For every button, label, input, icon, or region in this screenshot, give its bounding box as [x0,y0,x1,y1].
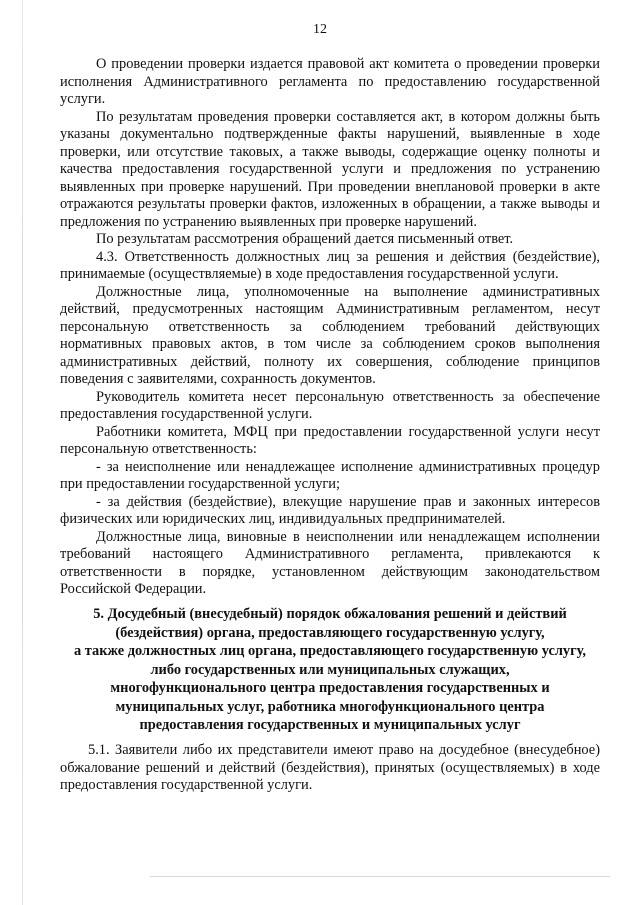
scan-edge-line [22,0,23,905]
section-heading-line: либо государственных или муниципальных служащих, [150,661,510,678]
paragraph-employees-responsibility: Работники комитета, МФЦ при предоставлении государственной услуги несут персональную ответственность: [60,423,600,457]
paragraph-inspection-act: О проведении проверки издается правовой акт комитета о проведении проверки исполнения Административного регламента по предоставлению государственной услуги. [60,56,600,107]
paragraph-written-response: По результатам рассмотрения обращений дается письменный ответ. [96,231,514,247]
paragraph-liability: Должностные лица, виновные в неисполнении или ненадлежащем исполнении требований настоящего Административного регламента, привлекаются к ответственности в порядке, установленном действующим законодательством Российской Федерации. [60,528,600,597]
section-heading-line: (бездействия) органа, предоставляющего государственную услугу, [115,624,545,641]
page-number: 12 [313,22,327,37]
paragraph-4-3-heading: 4.3. Ответственность должностных лиц за решения и действия (бездействие), принимаемые (осуществляемые) в ходе предоставления государственной услуги. [60,248,600,282]
paragraph-inspection-results: По результатам проведения проверки составляется акт, в котором должны быть указаны документально подтвержденные факты нарушений, выявленные в ходе проверки, или отсутствие таковых, а также выводы, содержащие оценку полноты и качества предоставления государственной услуги и предложения по устранению выявленных при проверке нарушений. При проведении внеплановой проверки в акте отражаются результаты проверки фактов, изложенных в обращении, а также выводы и предложения по устранению выявленных при проверке нарушений. [60,108,600,230]
paragraph-5-1: 5.1. Заявители либо их представители имеют право на досудебное (внесудебное) обжалование решений и действий (бездействия), принятых (осуществляемых) в ходе предоставления государственной услуги. [60,742,600,793]
list-item-nonperformance: - за неисполнение или ненадлежащее исполнение административных процедур при предоставлении государственной услуги; [60,458,600,492]
paragraph-head-responsibility: Руководитель комитета несет персональную ответственность за обеспечение предоставления государственной услуги. [60,388,600,422]
section-heading-line: 5. Досудебный (внесудебный) порядок обжалования решений и действий [93,606,567,622]
paragraph-officials-responsibility: Должностные лица, уполномоченные на выполнение административных действий, предусмотренных настоящим Административным регламентом, несут персональную ответственность за соблюдением требований действующих нормативных правовых актов, в том числе за соблюдением сроков выполнения административных действий, полноту их совершения, соблюдение принципов поведения с заявителями, сохранность документов. [60,283,600,387]
body-text [60,56,600,599]
section-heading-line: предоставления государственных и муниципальных услуг [139,717,521,733]
section-5-1-text [60,742,600,795]
section-heading-line: а также должностных лиц органа, предоставляющего государственную услугу, [73,643,587,659]
list-item-violations: - за действия (бездействие), влекущие нарушение прав и законных интересов физических или юридических лиц, индивидуальных предпринимателей. [60,493,600,527]
section-heading-line: многофункционального центра предоставления государственных и [110,680,550,696]
section-heading-line: муниципальных услуг, работника многофункционального центра [115,698,545,715]
section-5-heading [60,605,600,735]
bottom-rule [150,876,610,877]
